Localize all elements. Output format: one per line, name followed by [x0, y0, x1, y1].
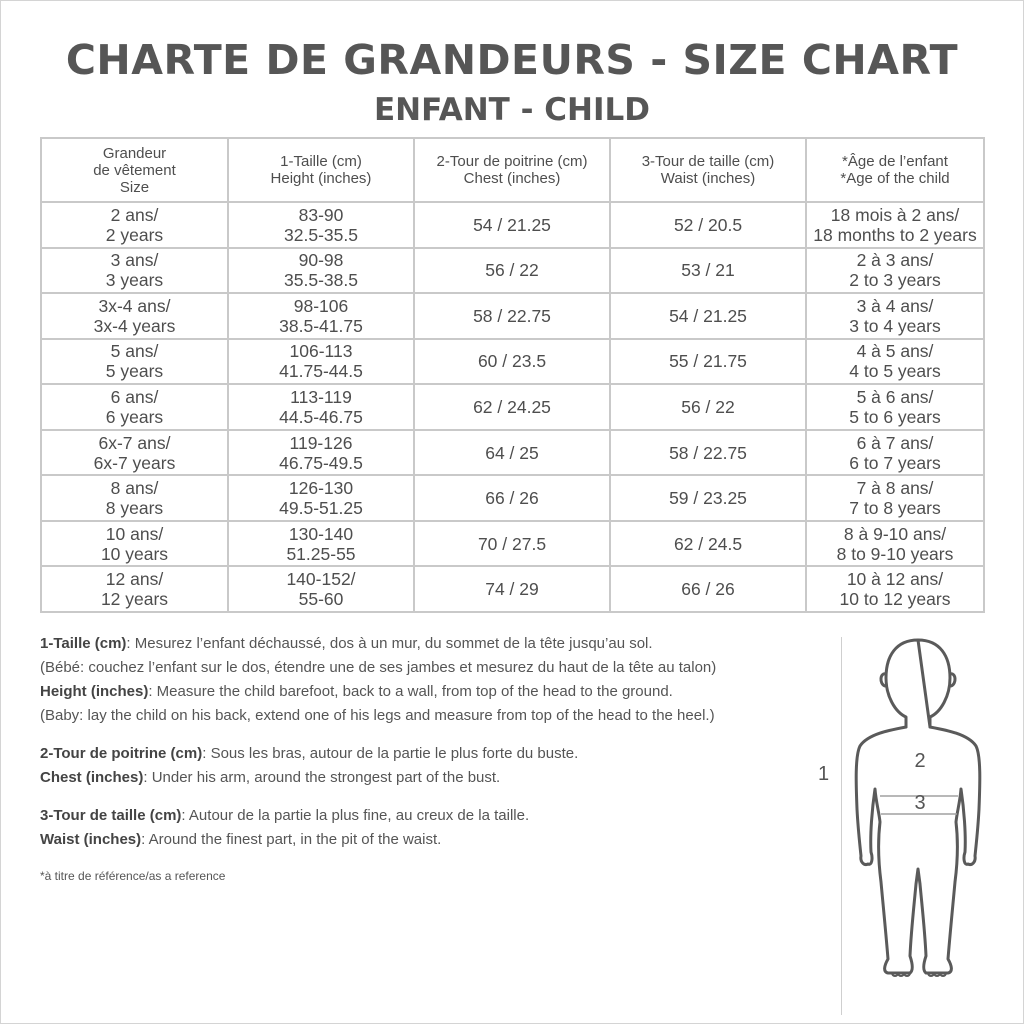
cell-text: 4 to 5 years: [849, 361, 941, 382]
cell-text: 5 à 6 ans/: [856, 386, 934, 407]
cell-text: 35.5-38.5: [284, 270, 358, 291]
size-cell: [41, 202, 228, 248]
cell-text: 5 ans/: [110, 341, 159, 362]
chest-cell: [414, 475, 610, 521]
waist-cell: [610, 566, 806, 612]
cell-text: 4 à 5 ans/: [856, 341, 934, 362]
header-line: 1-Taille (cm): [280, 153, 362, 170]
cell-text: 58 / 22.75: [473, 305, 551, 326]
table-row: [41, 475, 984, 521]
age-cell: [806, 475, 984, 521]
cell-text: 2 à 3 ans/: [856, 250, 934, 271]
cell-text: 49.5-51.25: [279, 498, 363, 519]
note-line: [40, 680, 810, 704]
cell-text: 56 / 22: [681, 396, 735, 417]
note-line: (Baby: lay the child on his back, extend one of his legs and measure from top of the head to the heel.): [40, 707, 715, 724]
header-line: Chest (inches): [463, 170, 561, 187]
table-row: [41, 339, 984, 385]
chest-cell: [414, 521, 610, 567]
cell-text: 10 ans/: [105, 523, 164, 544]
header-size: [41, 138, 228, 202]
cell-text: 51.25-55: [286, 543, 356, 564]
note-label: 3-Tour de taille (cm): [40, 807, 182, 824]
size-cell: [41, 521, 228, 567]
note-text: : Autour de la partie la plus fine, au creux de la taille.: [181, 807, 530, 824]
cell-text: 5 to 6 years: [849, 406, 941, 427]
cell-text: 8 to 9-10 years: [836, 543, 954, 564]
size-cell: [41, 566, 228, 612]
note-line: (Bébé: couchez l’enfant sur le dos, étendre une de ses jambes et mesurez du haut de la tête au talon): [40, 659, 717, 676]
header-height: [228, 138, 414, 202]
cell-text: 64 / 25: [485, 442, 539, 463]
header-line: *Age of the child: [840, 170, 950, 187]
cell-text: 44.5-46.75: [279, 406, 363, 427]
page-subtitle: ENFANT - CHILD: [374, 92, 650, 128]
header-chest: [414, 138, 610, 202]
cell-text: 90-98: [298, 250, 344, 271]
waist-cell: [610, 202, 806, 248]
table-row: [41, 248, 984, 294]
waist-cell: [610, 293, 806, 339]
cell-text: 10 to 12 years: [839, 589, 951, 610]
size-cell: [41, 293, 228, 339]
cell-text: 3x-4 years: [93, 315, 176, 336]
age-cell: [806, 248, 984, 294]
height-cell: [228, 521, 414, 567]
cell-text: 6x-7 years: [93, 452, 176, 473]
cell-text: 7 to 8 years: [849, 498, 941, 519]
header-line: Grandeur: [102, 144, 167, 162]
size-cell: [41, 430, 228, 476]
cell-text: 6 ans/: [110, 386, 159, 407]
waist-cell: [610, 384, 806, 430]
chest-cell: [414, 430, 610, 476]
size-cell: [41, 384, 228, 430]
note-label: 1-Taille (cm): [40, 635, 127, 652]
height-cell: [228, 566, 414, 612]
height-cell: [228, 430, 414, 476]
age-cell: [806, 566, 984, 612]
height-cell: [228, 202, 414, 248]
cell-text: 38.5-41.75: [279, 315, 363, 336]
cell-text: 56 / 22: [485, 260, 539, 281]
cell-text: 66 / 26: [485, 488, 539, 509]
cell-text: 60 / 23.5: [477, 351, 547, 372]
note-line: [40, 766, 810, 790]
cell-text: 10 years: [100, 543, 169, 564]
chest-cell: [414, 566, 610, 612]
header-line: Waist (inches): [660, 170, 756, 187]
chest-cell: [414, 339, 610, 385]
cell-text: 126-130: [288, 478, 354, 499]
cell-text: 53 / 21: [681, 260, 735, 281]
cell-text: 66 / 26: [681, 579, 735, 600]
cell-text: 3 ans/: [110, 250, 159, 271]
cell-text: 10 à 12 ans/: [846, 569, 944, 590]
cell-text: 62 / 24.5: [673, 533, 743, 554]
cell-text: 130-140: [288, 523, 354, 544]
note-label: 2-Tour de poitrine (cm): [40, 745, 203, 762]
note-line: [40, 804, 810, 828]
page-title: CHARTE DE GRANDEURS - SIZE CHART: [65, 36, 959, 84]
age-cell: [806, 384, 984, 430]
cell-text: 6 years: [105, 406, 164, 427]
cell-text: 6 à 7 ans/: [856, 432, 934, 453]
size-cell: [41, 475, 228, 521]
cell-text: 58 / 22.75: [669, 442, 747, 463]
chest-cell: [414, 384, 610, 430]
waist-cell: [610, 521, 806, 567]
note-text: : Under his arm, around the strongest part of the bust.: [143, 769, 501, 786]
reference-note: *à titre de référence/as a reference: [40, 869, 226, 883]
cell-text: 8 years: [105, 498, 164, 519]
note-line: [40, 632, 810, 656]
cell-text: 8 à 9-10 ans/: [843, 523, 947, 544]
cell-text: 2 years: [105, 224, 164, 245]
cell-text: 106-113: [289, 341, 353, 362]
height-measure-line: [841, 637, 842, 1015]
cell-text: 52 / 20.5: [673, 214, 743, 235]
cell-text: 62 / 24.25: [473, 396, 551, 417]
note-label: Waist (inches): [40, 831, 142, 848]
note-label: Height (inches): [40, 683, 149, 700]
cell-text: 18 months to 2 years: [813, 224, 977, 245]
cell-text: 54 / 21.25: [669, 305, 747, 326]
cell-text: 70 / 27.5: [477, 533, 547, 554]
cell-text: 54 / 21.25: [473, 214, 551, 235]
chest-cell: [414, 248, 610, 294]
cell-text: 12 ans/: [105, 569, 164, 590]
header-line: de vêtement: [93, 161, 176, 179]
age-cell: [806, 293, 984, 339]
cell-text: 18 mois à 2 ans/: [830, 204, 960, 225]
cell-text: 55-60: [298, 589, 344, 610]
cell-text: 3 to 4 years: [849, 315, 941, 336]
header-line: 2-Tour de poitrine (cm): [436, 153, 588, 170]
cell-text: 3x-4 ans/: [98, 295, 171, 316]
note-text: : Mesurez l’enfant déchaussé, dos à un mur, du sommet de la tête jusqu’au sol.: [126, 635, 653, 652]
note-text: : Around the finest part, in the pit of the waist.: [141, 831, 442, 848]
height-cell: [228, 475, 414, 521]
size-table: [40, 137, 985, 613]
size-cell: [41, 339, 228, 385]
cell-text: 3 à 4 ans/: [856, 295, 934, 316]
age-cell: [806, 202, 984, 248]
table-row: [41, 566, 984, 612]
cell-text: 3 years: [105, 270, 164, 291]
cell-text: 55 / 21.75: [669, 351, 747, 372]
waist-cell: [610, 430, 806, 476]
chest-cell: [414, 293, 610, 339]
table-row: [41, 430, 984, 476]
header-line: Height (inches): [270, 170, 372, 187]
header-line: 3-Tour de taille (cm): [641, 153, 775, 170]
note-line: [40, 828, 810, 852]
note-line: [40, 742, 810, 766]
height-cell: [228, 248, 414, 294]
chest-marker-label: 2: [914, 750, 926, 772]
cell-text: 5 years: [105, 361, 164, 382]
cell-text: 6x-7 ans/: [98, 432, 171, 453]
table-row: [41, 521, 984, 567]
height-marker-label: 1: [818, 763, 830, 785]
waist-cell: [610, 475, 806, 521]
note-text: : Sous les bras, autour de la partie le plus forte du buste.: [202, 745, 579, 762]
table-row: [41, 384, 984, 430]
waist-marker-label: 3: [914, 792, 926, 814]
table-row: [41, 202, 984, 248]
header-line: Size: [119, 178, 150, 196]
cell-text: 140-152/: [286, 569, 356, 590]
age-cell: [806, 339, 984, 385]
header-age: [806, 138, 984, 202]
cell-text: 113-119: [290, 386, 352, 407]
cell-text: 7 à 8 ans/: [856, 478, 934, 499]
cell-text: 8 ans/: [110, 478, 159, 499]
size-cell: [41, 248, 228, 294]
cell-text: 2 ans/: [110, 204, 159, 225]
note-text: : Measure the child barefoot, back to a wall, from top of the head to the ground.: [148, 683, 673, 700]
header-line: *Âge de l’enfant: [842, 153, 948, 170]
table-row: [41, 293, 984, 339]
age-cell: [806, 430, 984, 476]
chest-cell: [414, 202, 610, 248]
cell-text: 46.75-49.5: [279, 452, 363, 473]
cell-text: 119-126: [289, 432, 353, 453]
cell-text: 74 / 29: [485, 579, 539, 600]
waist-cell: [610, 339, 806, 385]
height-cell: [228, 293, 414, 339]
table-header-row: [41, 138, 984, 202]
note-label: Chest (inches): [40, 769, 144, 786]
cell-text: 32.5-35.5: [284, 224, 358, 245]
cell-text: 12 years: [100, 589, 169, 610]
measurement-notes: [40, 632, 810, 888]
height-cell: [228, 339, 414, 385]
cell-text: 2 to 3 years: [849, 270, 941, 291]
table-body: [41, 202, 984, 612]
waist-cell: [610, 248, 806, 294]
header-waist: [610, 138, 806, 202]
cell-text: 83-90: [298, 204, 344, 225]
height-cell: [228, 384, 414, 430]
child-body-outline-icon: [848, 634, 988, 994]
cell-text: 6 to 7 years: [849, 452, 941, 473]
cell-text: 98-106: [293, 295, 349, 316]
cell-text: 59 / 23.25: [669, 488, 747, 509]
cell-text: 41.75-44.5: [279, 361, 363, 382]
age-cell: [806, 521, 984, 567]
